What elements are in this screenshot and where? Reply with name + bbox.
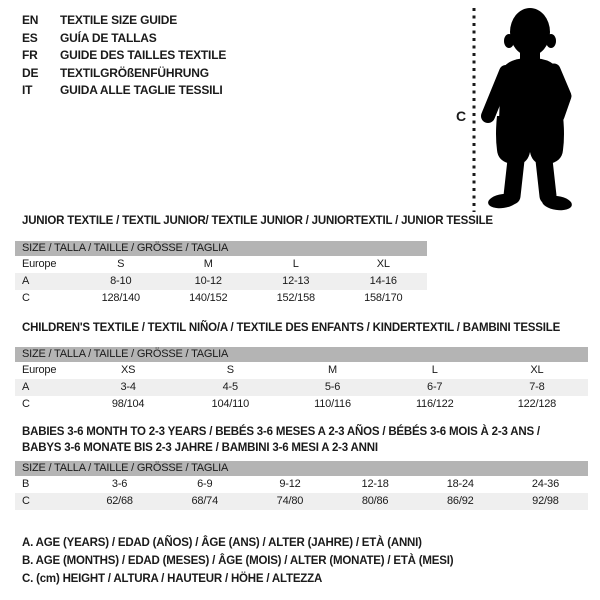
age-cell: 12-13: [282, 275, 310, 287]
size-figure: [440, 0, 600, 230]
size-cell: L: [292, 258, 299, 270]
height-cell: 128/140: [101, 292, 140, 304]
height-cell: 158/170: [364, 292, 403, 304]
height-cell: 74/80: [276, 495, 304, 507]
lang-row-it: [22, 82, 226, 100]
babies-size-table: [15, 461, 588, 510]
age-cell: 24-36: [531, 478, 560, 490]
height-cell: 104/110: [211, 398, 250, 410]
children-size-table: [15, 347, 588, 413]
age-cell: 7-8: [529, 381, 545, 393]
row-label: Europe: [22, 364, 57, 376]
age-cell: 8-10: [110, 275, 132, 287]
measure-label-c: C: [455, 108, 467, 124]
legend-footnotes: [22, 534, 453, 588]
size-cell: M: [328, 364, 337, 376]
age-cell: 3-6: [111, 478, 128, 490]
lang-title: TEXTILE SIZE GUIDE: [60, 13, 178, 27]
children-table-title: CHILDREN'S TEXTILE / TEXTIL NIÑO/A / TEXTILE DES ENFANTS / KINDERTEXTIL / BAMBINI TESSILE: [22, 322, 561, 334]
table-row-height: [15, 290, 427, 307]
junior-size-table: [15, 241, 427, 307]
height-cell: 80/86: [361, 495, 389, 507]
footnote-a: A. AGE (YEARS) / EDAD (AÑOS) / ÂGE (ANS) / ALTER (JAHRE) / ETÀ (ANNI): [22, 537, 422, 549]
table-row-age-months: [15, 476, 588, 493]
height-cell: 122/128: [517, 398, 557, 410]
size-cell: XL: [530, 364, 544, 376]
row-label: B: [22, 478, 30, 490]
size-cell: S: [226, 364, 234, 376]
height-cell: 68/74: [191, 495, 219, 507]
lang-title: TEXTILGRÖßENFÜHRUNG: [60, 65, 209, 80]
height-cell: 98/104: [111, 398, 145, 410]
row-label: A: [22, 275, 30, 287]
size-header-bar: SIZE / TALLA / TAILLE / GRÖSSE / TAGLIA: [15, 461, 588, 476]
age-cell: 5-6: [324, 381, 341, 393]
table-row-age: [15, 379, 588, 396]
size-cell: XS: [120, 364, 136, 376]
age-cell: 3-4: [120, 381, 136, 393]
size-cell: S: [117, 258, 125, 270]
footnote-c: C. (cm) HEIGHT / ALTURA / HAUTEUR / HÖHE / ALTEZZA: [22, 573, 323, 585]
lang-code: ES: [22, 30, 38, 45]
age-cell: 10-12: [194, 275, 222, 287]
lang-title: GUÍA DE TALLAS: [60, 30, 157, 45]
lang-code: DE: [22, 65, 39, 80]
lang-row-fr: [22, 47, 226, 65]
height-cell: 92/98: [532, 495, 559, 507]
row-label: Europe: [22, 258, 57, 270]
baby-silhouette-icon: [487, 8, 573, 212]
language-title-block: [22, 12, 226, 100]
size-header-bar: SIZE / TALLA / TAILLE / GRÖSSE / TAGLIA: [15, 241, 427, 256]
size-header-bar: SIZE / TALLA / TAILLE / GRÖSSE / TAGLIA: [15, 347, 588, 362]
size-cell: XL: [376, 258, 390, 270]
lang-code: EN: [22, 13, 39, 27]
lang-row-de: [22, 65, 226, 83]
height-cell: 152/158: [276, 292, 315, 304]
table-row-height: [15, 396, 588, 413]
lang-code: FR: [22, 48, 38, 62]
table-row-age: [15, 273, 427, 290]
lang-title: GUIDE DES TAILLES TEXTILE: [60, 48, 227, 62]
table-row-europe: [15, 362, 588, 379]
height-cell: 86/92: [447, 495, 474, 507]
lang-title: GUIDA ALLE TAGLIE TESSILI: [60, 83, 223, 97]
age-cell: 9-12: [279, 478, 301, 490]
height-cell: 110/116: [314, 398, 351, 410]
height-cell: 116/122: [415, 398, 454, 410]
row-label: C: [22, 495, 30, 507]
size-cell: M: [203, 258, 213, 270]
lang-code: IT: [22, 83, 33, 97]
age-cell: 18-24: [446, 478, 474, 490]
height-cell: 140/152: [189, 292, 228, 304]
babies-table-title: [22, 425, 540, 456]
babies-title-line1: BABIES 3-6 MONTH TO 2-3 YEARS / BEBÉS 3-6 MESES A 2-3 AÑOS / BÉBÉS 3-6 MOIS À 2-3 ANS /: [22, 426, 540, 438]
size-cell: L: [431, 364, 438, 376]
age-cell: 12-18: [361, 478, 389, 490]
table-row-height: [15, 493, 588, 510]
babies-title-line2: BABYS 3-6 MONATE BIS 2-3 JAHRE / BAMBINI 3-6 MESI A 2-3 ANNI: [22, 441, 378, 454]
row-label: C: [22, 292, 30, 304]
footnote-b: B. AGE (MONTHS) / EDAD (MESES) / ÂGE (MOIS) / ALTER (MONATE) / ETÀ (MESI): [22, 555, 454, 567]
row-label: A: [22, 381, 30, 393]
junior-table-title: JUNIOR TEXTILE / TEXTIL JUNIOR/ TEXTILE JUNIOR / JUNIORTEXTIL / JUNIOR TESSILE: [22, 215, 493, 227]
age-cell: 4-5: [222, 381, 238, 393]
age-cell: 6-7: [427, 381, 443, 393]
table-row-europe: [15, 256, 427, 273]
height-cell: 62/68: [106, 495, 133, 507]
lang-row-en: [22, 12, 226, 30]
row-label: C: [22, 398, 30, 410]
age-cell: 6-9: [197, 478, 213, 490]
lang-row-es: [22, 30, 226, 48]
age-cell: 14-16: [369, 275, 397, 287]
